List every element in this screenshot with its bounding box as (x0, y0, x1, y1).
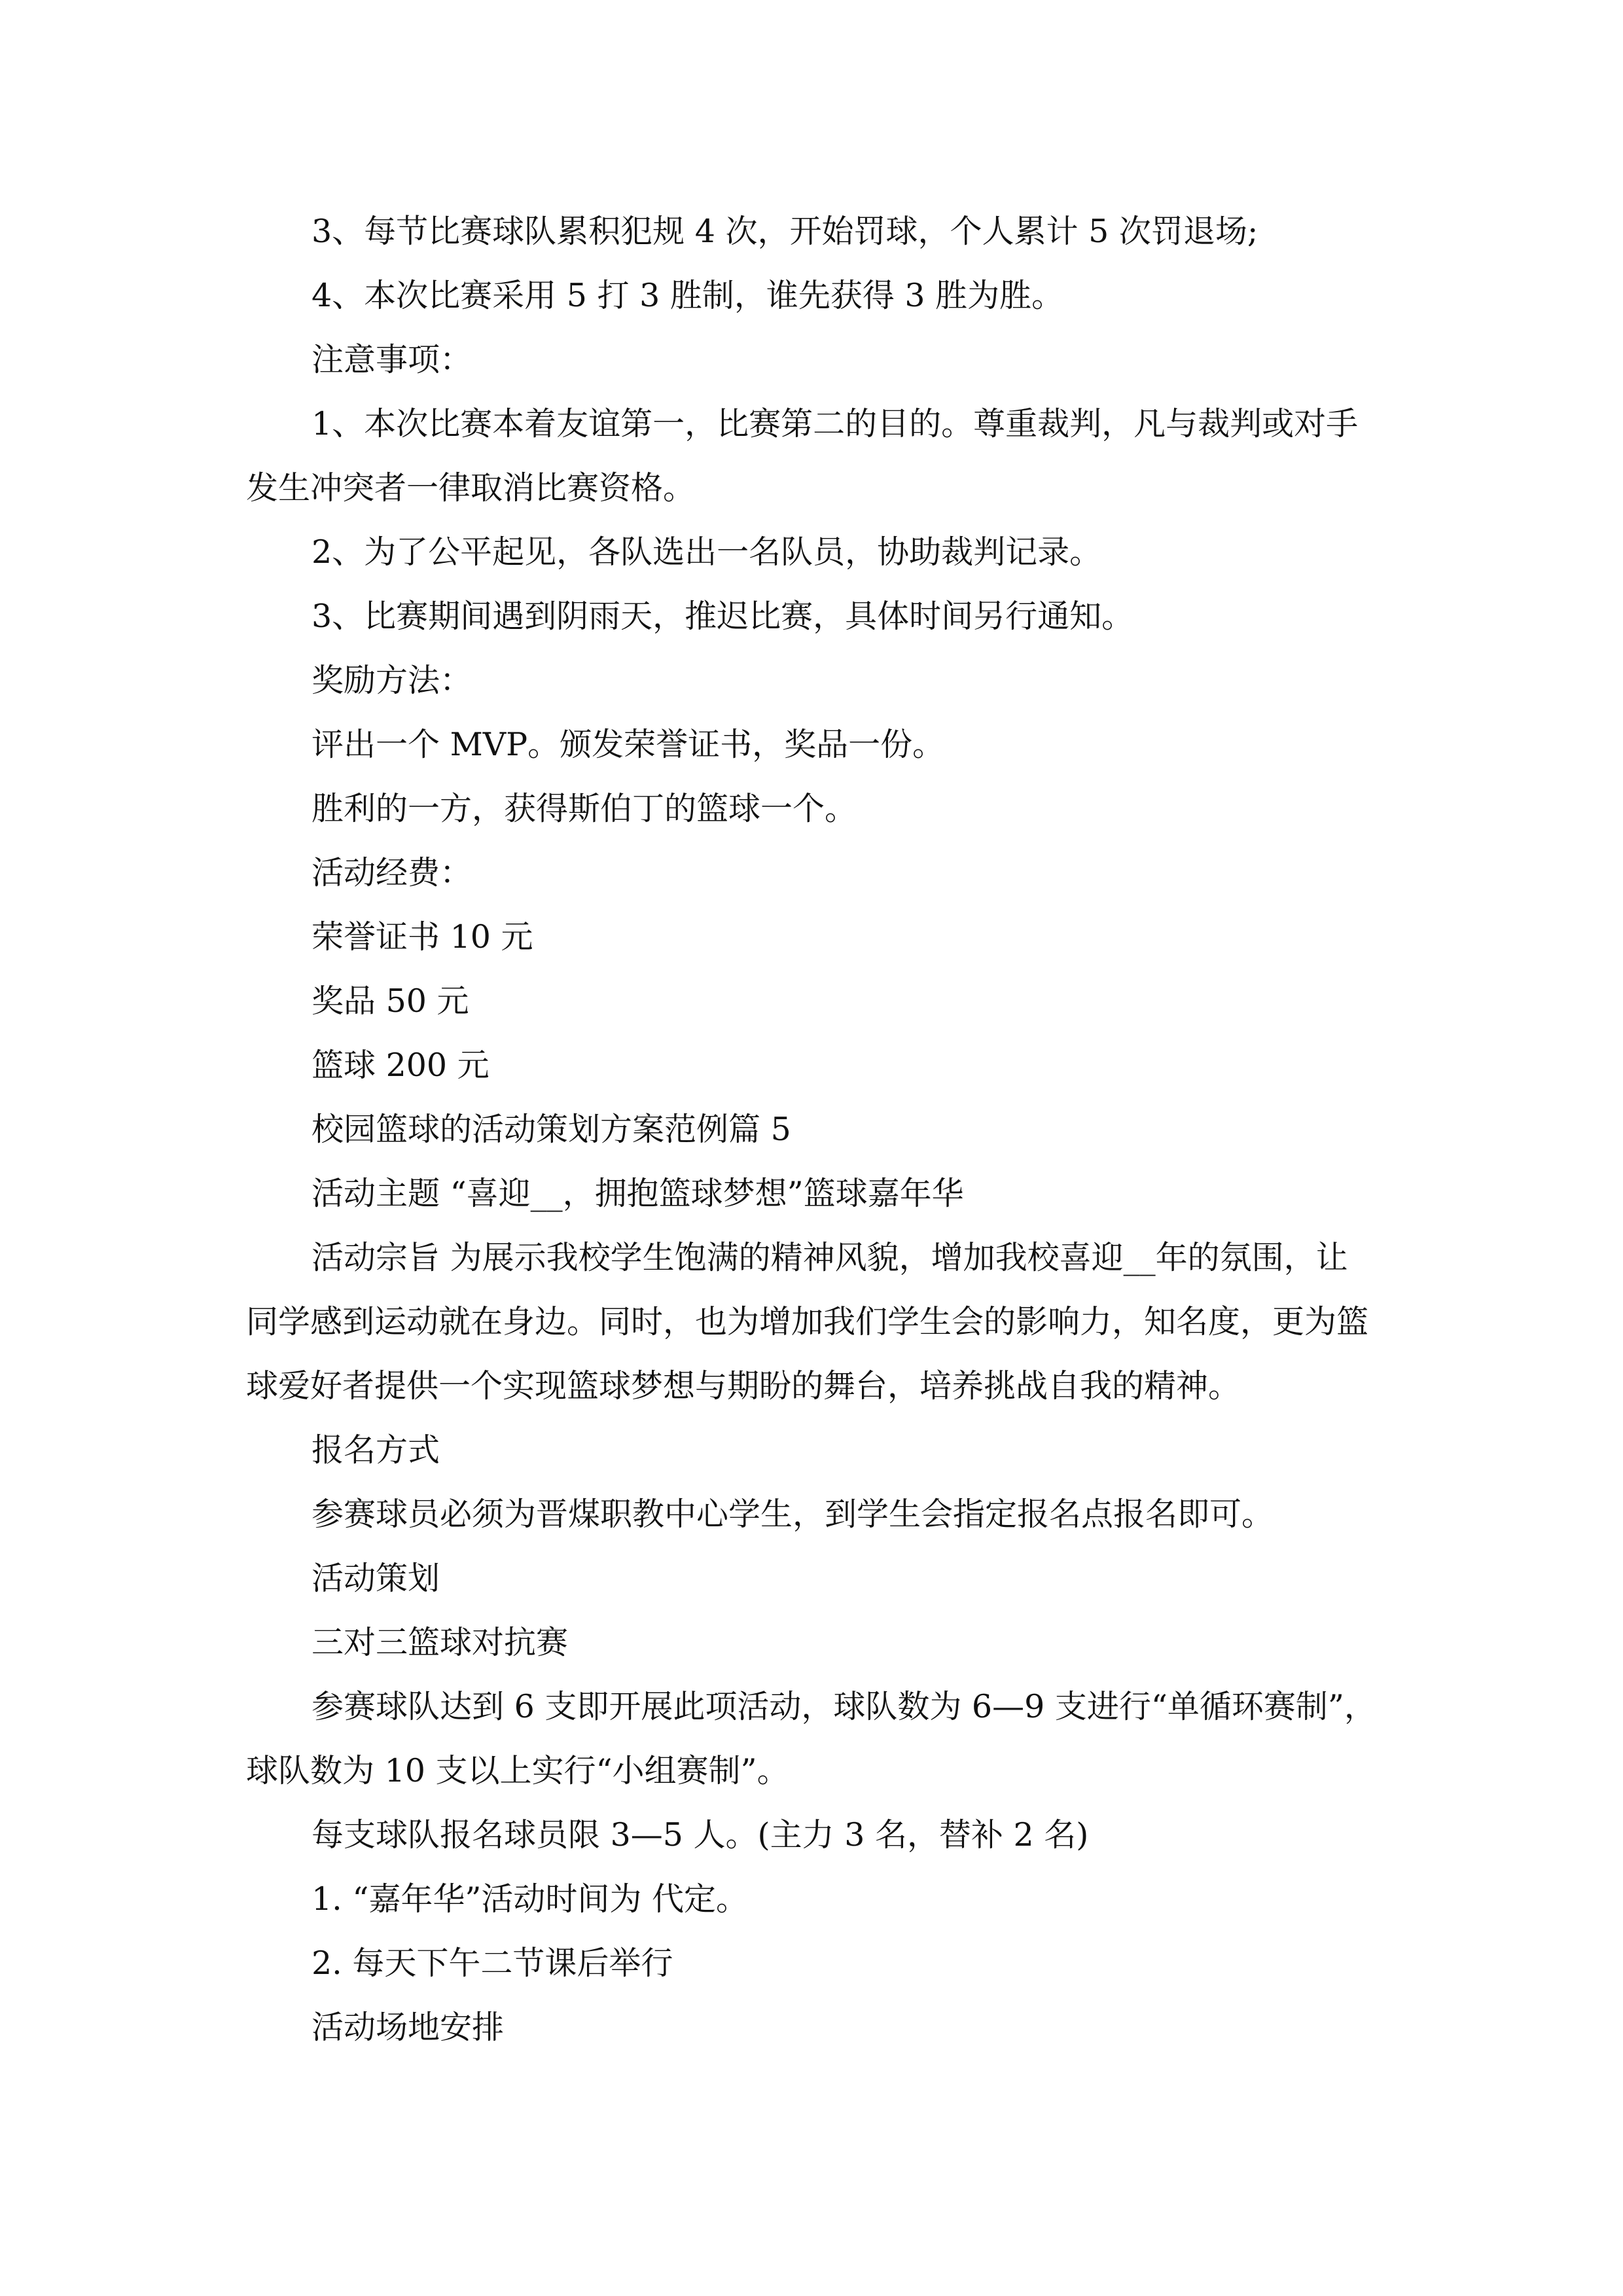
heading-activity-plan: 活动策划 (312, 1560, 440, 1597)
budget-item-basketball: 篮球 200 元 (312, 1047, 490, 1084)
paragraph-team-format: 参赛球队达到 6 支即开展此项活动，球队数为 6—9 支进行“单循环赛制”，球队数为 10 支以上实行“小组赛制”。 (246, 1688, 1376, 1789)
paragraph-note-1: 1、本次比赛本着友谊第一，比赛第二的目的。尊重裁判，凡与裁判或对手发生冲突者一律取消比赛资格。 (246, 405, 1359, 507)
paragraph-roster: 每支球队报名球员限 3—5 人。(主力 3 名，替补 2 名) (312, 1816, 1089, 1854)
paragraph-purpose: 活动宗旨 为展示我校学生饱满的精神风貌，增加我校喜迎__年的氛围，让同学感到运动就在身边。同时，也为增加我们学生会的影响力，知名度，更为篮球爱好者提供一个实现篮球梦想与期盼的舞台，培养挑战自我的精神。 (246, 1239, 1369, 1405)
paragraph-rule-4: 4、本次比赛采用 5 打 3 胜制，谁先获得 3 胜为胜。 (312, 277, 1064, 314)
paragraph-time: 1. “嘉年华”活动时间为 代定。 (312, 1880, 749, 1918)
paragraph-schedule: 2. 每天下午二节课后举行 (312, 1945, 673, 1982)
paragraph-theme: 活动主题 “喜迎__，拥抱篮球梦想”篮球嘉年华 (312, 1175, 964, 1212)
heading-registration: 报名方式 (312, 1431, 440, 1469)
heading-budget: 活动经费： (312, 854, 473, 891)
budget-item-certificate: 荣誉证书 10 元 (312, 918, 533, 956)
paragraph-rule-3: 3、每节比赛球队累积犯规 4 次，开始罚球，个人累计 5 次罚退场; (312, 213, 1258, 250)
budget-item-prize: 奖品 50 元 (312, 982, 469, 1020)
heading-notes: 注意事项： (312, 341, 473, 378)
heading-3v3: 三对三篮球对抗赛 (312, 1624, 569, 1661)
heading-rewards: 奖励方法： (312, 662, 473, 699)
paragraph-note-2: 2、为了公平起见，各队选出一名队员，协助裁判记录。 (312, 533, 1102, 571)
section-title-plan-5: 校园篮球的活动策划方案范例篇 5 (312, 1111, 791, 1148)
document-body (246, 200, 1377, 2060)
heading-venue: 活动场地安排 (312, 2009, 505, 2046)
paragraph-note-3: 3、比赛期间遇到阴雨天，推迟比赛，具体时间另行通知。 (312, 598, 1134, 635)
paragraph-registration: 参赛球员必须为晋煤职教中心学生，到学生会指定报名点报名即可。 (312, 1496, 1274, 1533)
paragraph-reward-winner: 胜利的一方，获得斯伯丁的篮球一个。 (312, 790, 857, 827)
paragraph-reward-mvp: 评出一个 MVP。颁发荣誉证书，奖品一份。 (312, 726, 945, 763)
